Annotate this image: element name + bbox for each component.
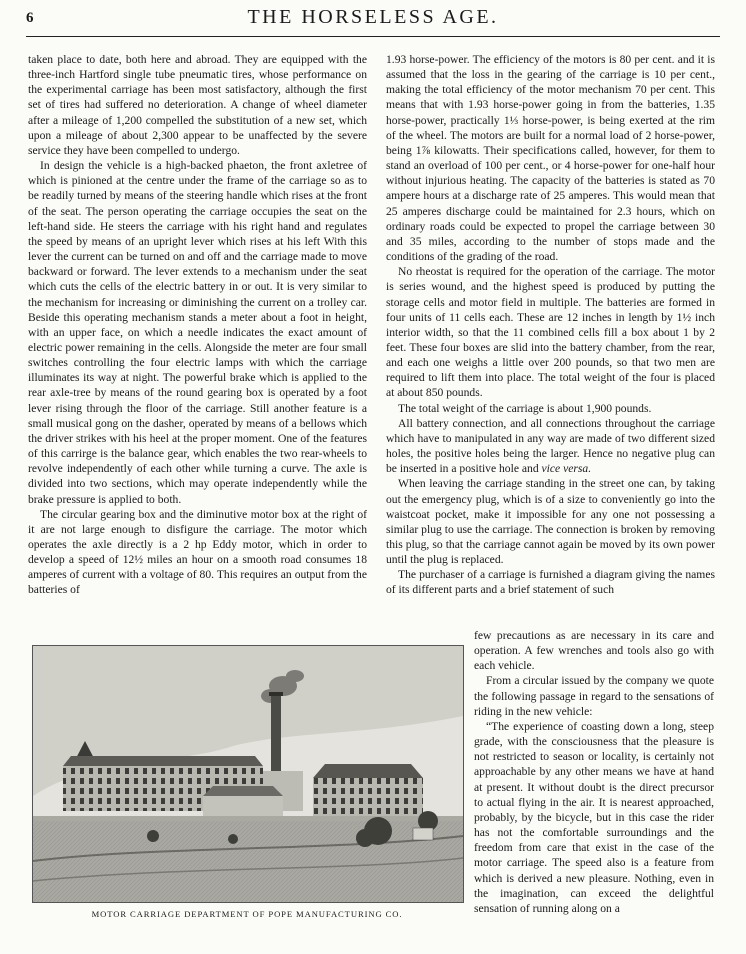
factory-engraving bbox=[33, 646, 463, 902]
header-rule bbox=[26, 36, 720, 37]
paragraph: The purchaser of a carriage is furnished a diagram giving the names of its different parts and a brief statement of such bbox=[386, 568, 715, 597]
factory-illustration bbox=[32, 645, 464, 903]
figure-caption: MOTOR CARRIAGE DEPARTMENT OF POPE MANUFACTURING CO. bbox=[91, 909, 403, 919]
paragraph: The circular gearing box and the diminutive motor box at the right of it are not large enough to disfigure the carriage. The motor which operates the axle directly is a 2 hp Eddy motor, which in order to develop a speed of 12½ miles an hour on a smooth road consumes 18 amperes of current with a voltage of 80. This requires an output from the batteries of bbox=[28, 507, 367, 597]
left-column bbox=[28, 52, 367, 598]
paragraph: 1.93 horse-power. The efficiency of the motors is 80 per cent. and it is assumed that the loss in the gearing of the carriage is 10 per cent., making the total efficiency of the motor mechanism 70 per cent. This means that with 1.93 horse-power going in from the batteries, 1.35 horse-power, practically 1⅓ horse-power, is being exerted at the rim of the wheel. The motors are built for a normal load of 2 horse-power, being 1⅞ kilowatts. Their specifications called, however, for them to stand an overload of 100 per cent., or 4 horse-power for one-half hour without injurious heating. The capacity of the batteries is stated as 70 ampere hours at a discharge rate of 25 amperes. This would mean that 25 amperes discharge could be maintained for 2.3 hours, which on ordinary roads could be expected to propel the carriage between 30 and 35 miles, according to the number of stops made and the conditions of the grading of the road. bbox=[386, 53, 715, 264]
paragraph-text: All battery connection, and all connections throughout the carriage which have to manipulated in any way are made of two different sized holes, the positive holes being the larger. Hence no negative plug can be inserted in a positive hole and bbox=[386, 416, 715, 476]
italic-phrase: vice versa. bbox=[541, 462, 592, 476]
paragraph: From a circular issued by the company we quote the following passage in regard to the sensations of riding in the new vehicle: bbox=[474, 674, 714, 718]
quotation: “The experience of coasting down a long, steep grade, with the consciousness that the pleasure is not restricted to season or locality, is certainly not approachable by any other means we have at hand at present. It without doubt is the direct precursor to actual flying in the air. It is nearest approached, probably, by the bicycle, but in this case the rider has not the comfortable surroundings and the freedom from care that exist in the case of the motor carriage. The speed also is a feature from which is derived a new pleasure. Nothing, even in the imagination, can exceed the delightful sensation of running along on a bbox=[474, 719, 714, 915]
right-column bbox=[386, 52, 715, 598]
paragraph: When leaving the carriage standing in the street one can, by taking out the emergency plug, which is of a size to conveniently go into the waistcoat pocket, make it impossible for any one not possessing a similar plug to use the carriage. The connection is broken by removing this plug, so that the carriage cannot again be moved by its own power until the plug is replaced. bbox=[386, 477, 715, 567]
paragraph: The total weight of the carriage is about 1,900 pounds. bbox=[398, 401, 652, 415]
paragraph: taken place to date, both here and abroad. They are equipped with the three-inch Hartford single tube pneumatic tires, whose performance on the experimental carriage has been most satisfactory, although the first set of tires had suffered no deterioration. A change of wheel diameter after a mileage of 1,200 compelled the substitution of a new set, which upon a mileage of about 2,300 appear to be unaffected by the severe service they have been compelled to undergo. bbox=[28, 53, 367, 157]
journal-title: THE HORSELESS AGE. bbox=[247, 6, 499, 28]
right-building bbox=[313, 778, 423, 816]
page-number: 6 bbox=[26, 10, 34, 26]
right-column-narrow bbox=[474, 628, 714, 916]
page-header bbox=[0, 0, 746, 48]
paragraph bbox=[386, 416, 715, 477]
paragraph: In design the vehicle is a high-backed phaeton, the front axletree of which is pinioned at the centre under the frame of the carriage so as to be readily turned by means of the steering handle which rises at the front of the seat. The person operating the carriage occupies the seat on the left-hand side. He steers the carriage with his right hand and regulates the speed by means of an upright lever which rises at his left With this lever the current can be turned on and off and the carriage made to move backward or forward. The lever extends to a mechanism under the seat which cuts the cells of the electric battery in or out. It is very similar to the mechanism for increasing or diminishing the current on a trolley car. Beside this operating mechanism stands a meter about a foot in height, with an upper face, on which a needle indicates the exact amount of electric power remaining in the cells. Alongside the meter are four small switches controlling the four electric lamps with which the carriage illuminates its way at night. The powerful brake which is applied to the rear axle-tree by means of the round gearing box is operated by a foot lever rising through the floor of the carriage. Still another feature is a small musical gong on the dasher, operated by means of a bellows which the driver strikes with his heel at the proper moment. One of the features of this carrirge is the balance gear, which enables the two rear-wheels to revolve independently of each other while turning a curve. The axle is divided into two sections, which may operate independently while the brake pressure is applied to both. bbox=[28, 159, 367, 506]
paragraph: No rheostat is required for the operation of the carriage. The motor is series wound, and the highest speed is produced by putting the storage cells and motor field in multiple. The batteries are formed in four units of 11 cells each. These are 12 inches in length by 1½ inch interior width, so that the 11 combined cells fill a box about 1 by 2 feet. These four boxes are slid into the battery chamber, from the rear, and each one weighs a little over 200 pounds, so that two men are required to lift them into place. The total weight of the four is placed at about 850 pounds. bbox=[386, 265, 715, 400]
paragraph: few precautions as are necessary in its care and operation. A few wrenches and tools also go with each vehicle. bbox=[474, 629, 714, 673]
